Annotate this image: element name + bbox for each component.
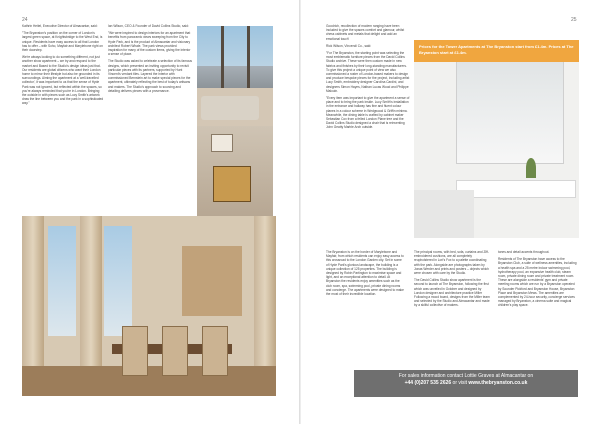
paragraph: Ian Wilson, CEO & Founder of David Collins Studio, said: xyxy=(108,24,189,28)
footer-connector: or visit xyxy=(451,380,469,386)
paragraph: The Bryanston is on the border of Marylebone and Mayfair, from which residents can enjoy easy access to this crossroad to the London Garden city. Set in some of Hyde Park's glorious landscape, the building is a unique collection of 125 properties. The building is designed by Robin Partington to maximise space and light, and an exceptional attention to detail. At Bryanston the residents enjoy amenities such as the club room, spa, swimming pool, private dining rooms and concierge. The apartments were designed to make the most of their incredible location. xyxy=(326,250,404,297)
left-page-number: 24 xyxy=(22,17,28,23)
paragraph: The principal rooms, with bed, sofa, curtains and Ziff-embroidered cushions, are all completely reupholstered in Lori's Fox to a palette coordinating with the park. Alongside are photographs taken by Jonas Werder and prints and posters – objects which were chosen with care by the Studio. xyxy=(414,250,489,276)
left-text-column-2 xyxy=(108,24,192,96)
right-text-column-3 xyxy=(498,250,578,311)
paragraph: Residents of The Bryanston have access to the Bryanston Club, a suite of wellness amenities, including a health spa and a 25 metre indoor swimming pool, hydrotherapy pool, an expansive health club, steam room, private dining room and private treatment room. These are alongside a residents' gym and private meeting rooms which are run by a Bryanston operated by Sounder Pickford and Bryanston House, Bryanston Place and Bryanston Mews. The amenities are complemented by 24-hour security, concierge services managed by Bryanston, a cinema suite and magical children's play space. xyxy=(498,257,577,308)
footer-line-1: For sales information contact Lottie Graves at Almacantar on xyxy=(398,373,534,379)
price-banner: Prices for the Tower Apartments at The Bryanston start from £1.4m. Prices at The Bryanston start at £1.4m. xyxy=(414,40,579,62)
website-link[interactable]: www.thebryanston.co.uk xyxy=(468,380,528,386)
right-text-column-1 xyxy=(326,250,404,299)
paragraph: The Studio was asked to celebrate a selection of its famous designs, which presented an inviting opportunity to revisit particular pieces with its partners, supported by Hunt Vincent's verdant tiles. Layered the interior with commissioned Bernstein art to make special pieces for the apartment, ultimately reflecting the best of today's artisans and makers. The Studio's approach to sourcing and detailing delivers pieces with a provenance. xyxy=(108,59,192,93)
paragraph: We're always looking to do something different, not just another show apartment – we try and respond to the market and Based to the Studio's design ideas just that. Our residents are global citizens who want their London home to mirror their lifestyle but also be grounded in its surroundings. Aiming the apartment at a 'well-travelled collector', it was important to us that the sense of Hyde Park was not ignored, but reflected within the spaces, so you're always reminded that you're in London. Bringing the outside in with pieces such as Lucy Smith's artwork draw the line between you and the park in a sophisticated way." xyxy=(22,55,104,106)
paragraph: Kathrin Heitel, Executive Director of Almacantar, said: xyxy=(22,24,98,28)
paragraph: "The Bryanston's position on the corner of London's largest green space, at Knightsbridge to the West End, is unique. Residents have easy access to all that London has to offer – with Soho, Mayfair and Marylebone right on their doorstep. xyxy=(22,31,103,53)
paragraph: Rick Wilson, VIncendi Co., said: xyxy=(326,43,372,48)
dining-room-photo xyxy=(22,216,276,396)
left-text-column-1 xyxy=(22,24,104,109)
bathroom-photo xyxy=(414,40,579,238)
paragraph: "We were inspired to design interiors for an apartment that benefits from panoramic views sweeping from the City to Hyde Park, and is the product of Almacantar and visionary architect Robert Whale. The park views provided inspiration for many of the custom items, giving the interior a sense of place. xyxy=(108,31,191,57)
paragraph: Goodrich, recollection of modern ranging have been included to give the spaces comfort and glamour, whilst chess cabinets and metals that delight and add an emotional touch’ xyxy=(326,24,405,41)
paragraph: "For The Bryanston, the starting point was selecting the most emblematic furniture pieces from the David Collins Studio archive. These were then custom made in new fabrics and finishes by their long-standing manufacturers. To give this project a unique point of view we also commissioned a roster of London-based makers to design and produce bespoke pieces for the project, including artist Lucy Smith, embroidery designer Carolina Cardini, and designers Simon Hayes, Nathan Lucas Wood and Philippe Malouin. xyxy=(326,51,410,93)
paragraph: tones and detail accents throughout. xyxy=(498,250,550,254)
living-room-photo xyxy=(197,26,273,216)
paragraph: The David Collins Studio show apartment is the second to launch at The Bryanston, following the first which was unveiled in October and designed by London designer and architecture practice Miller Following a mood board, designs from the Miller team and selected by the Studio and Almacantar and made by a skilful collective of makers. xyxy=(414,278,490,308)
phone-number[interactable]: +44 (0)207 535 2626 xyxy=(404,380,452,386)
right-text-column-2 xyxy=(414,250,492,311)
paragraph: "Every item was important to give the apartment a sense of place and to bring the park inside. Lucy Smith's installation in the entrance and hallway has fine and fluent colour planes in a colour scheme in Wedgwood & Griffin minima. Meanwhile, the dining table is crafted by cabinet maker Sebastian Cox from a felled London Plane tree and the David Collins Studio designed a chair that is reinventing John Geatty Marble Arch outside. xyxy=(326,96,410,130)
contact-footer xyxy=(354,370,578,397)
right-text-column-top xyxy=(326,24,410,133)
footer-line-2 xyxy=(354,380,578,387)
page-fold xyxy=(299,0,301,424)
right-page-number: 25 xyxy=(571,17,577,23)
